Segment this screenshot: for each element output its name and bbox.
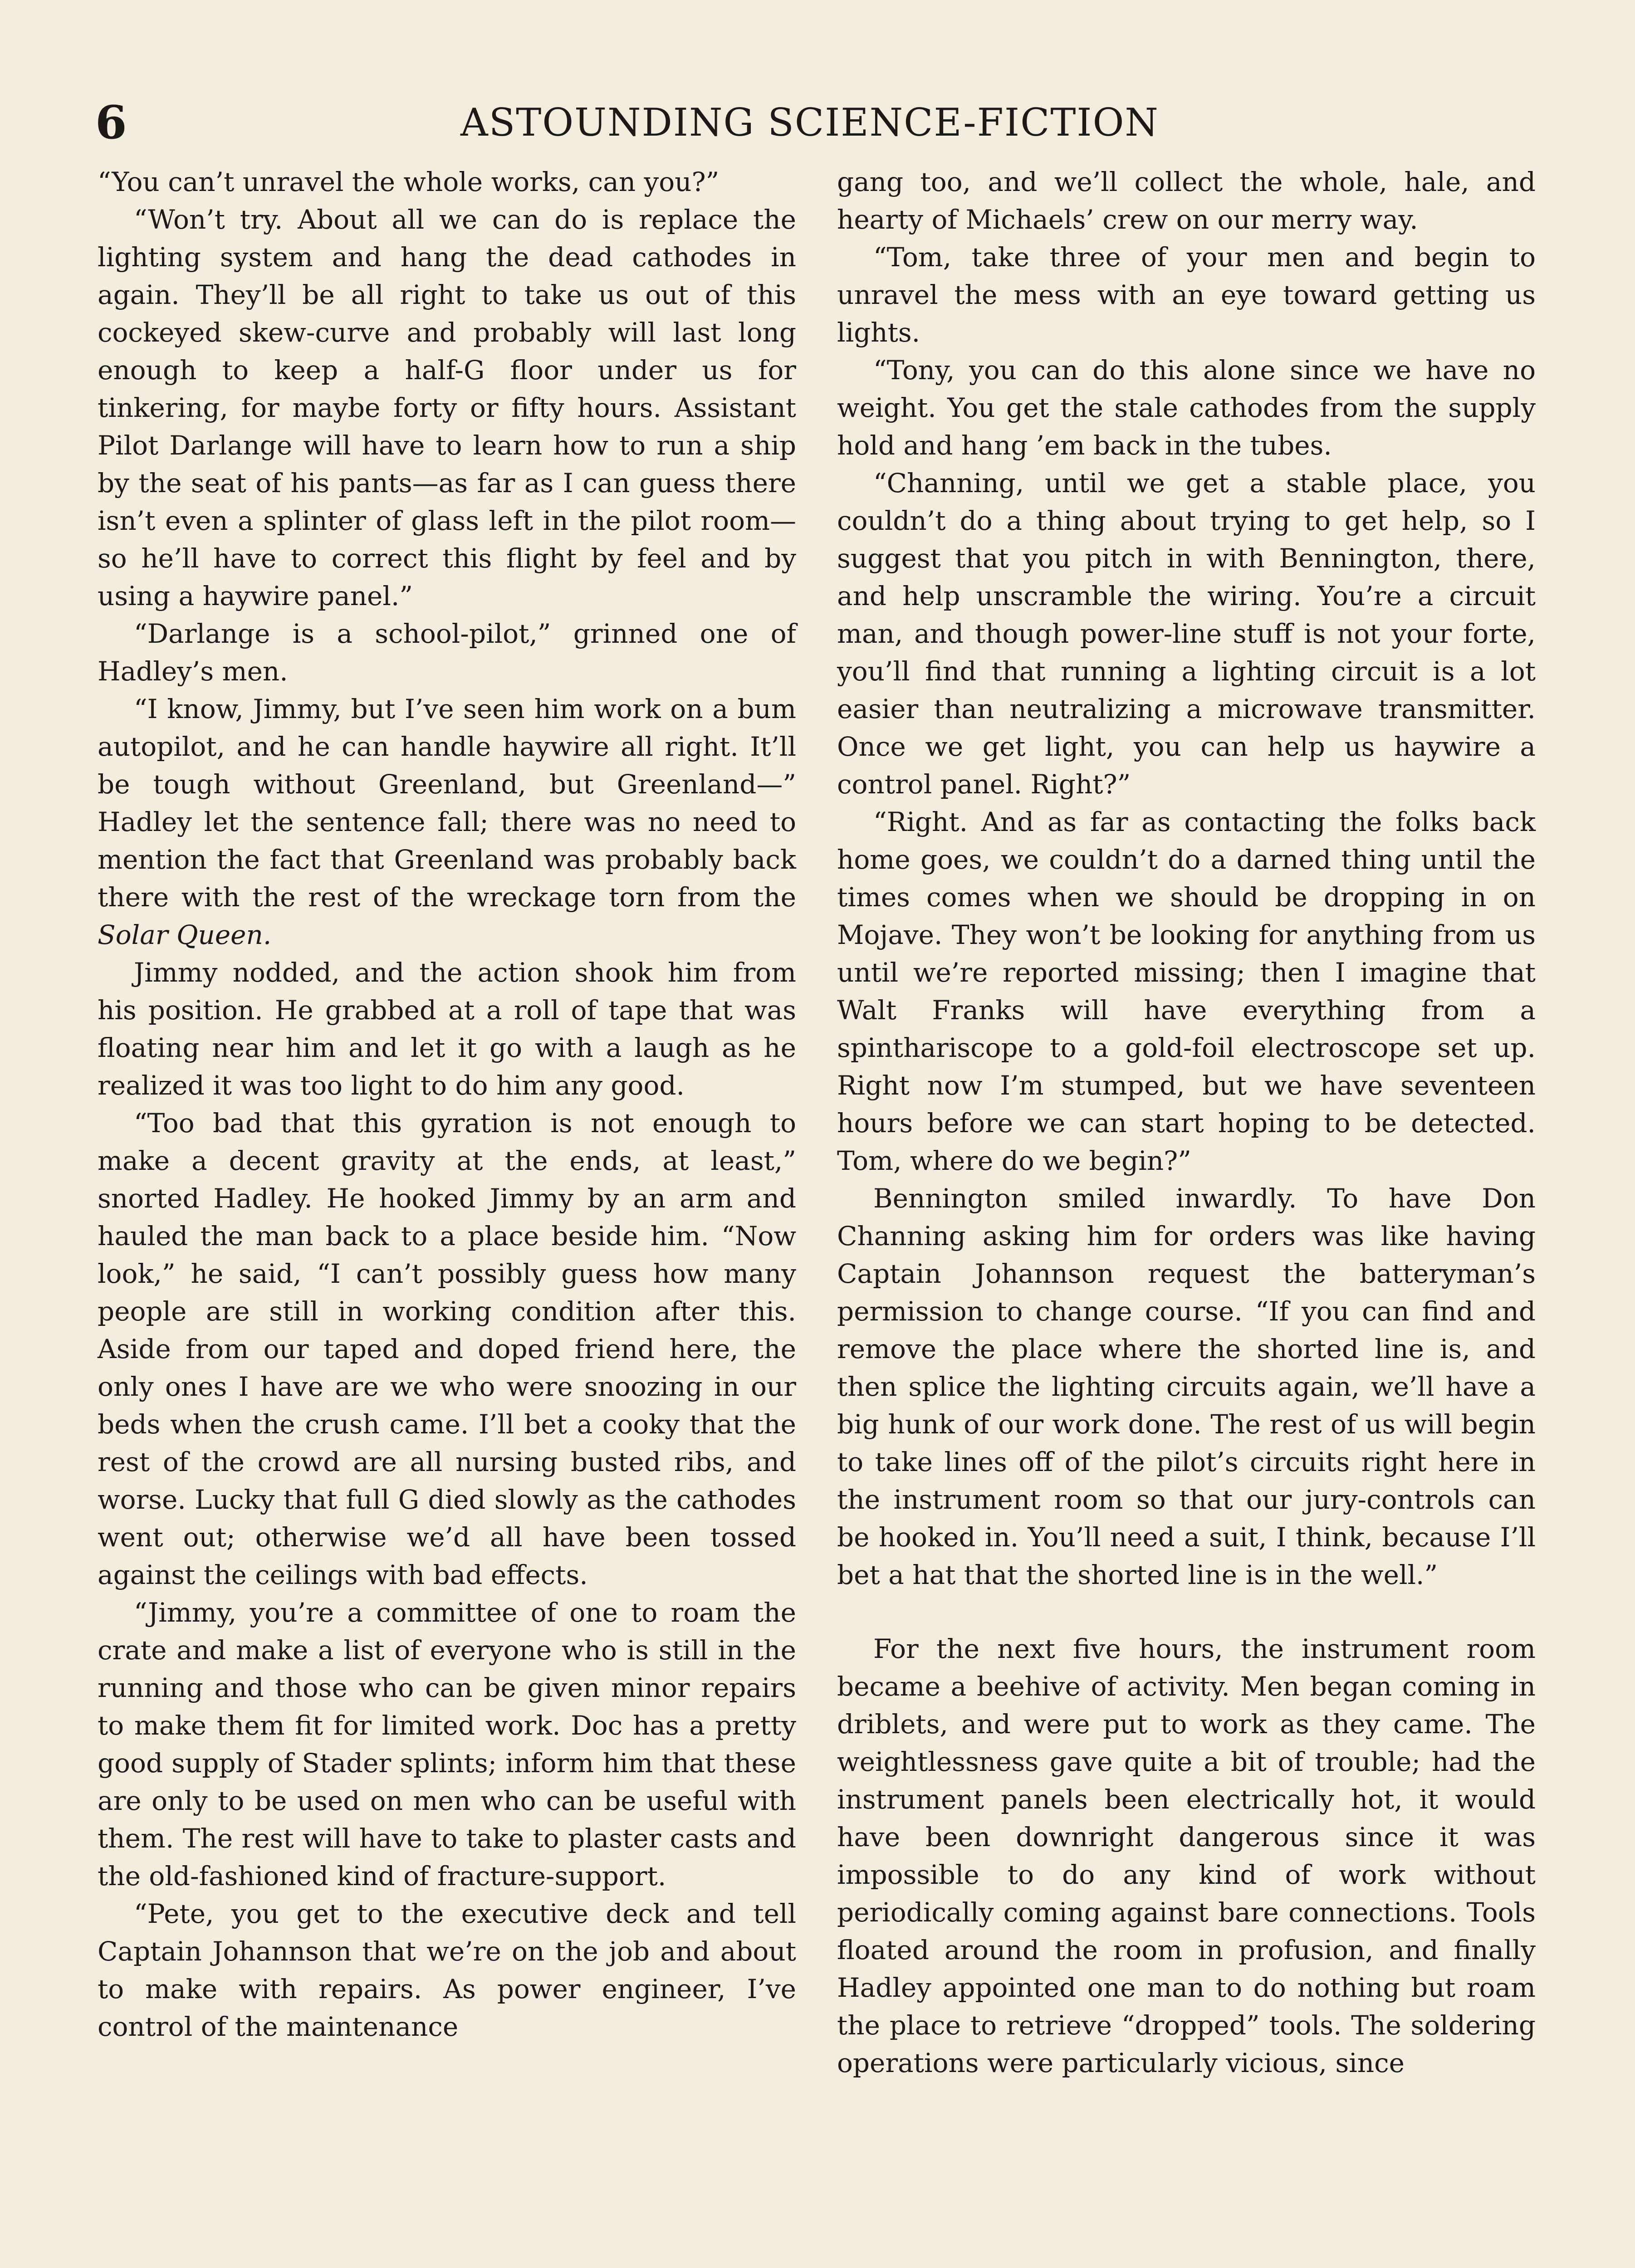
left-text-column	[98, 163, 796, 2046]
page-number: 6	[95, 96, 127, 149]
paragraph: “Jimmy, you’re a committee of one to roam the crate and make a list of everyone who is still in the running and those who can be given minor repairs to make them fit for limited work. Doc has a pretty good supply of Stader splints; inform him that these are only to be used on men who can be useful with them. The rest will have to take to plaster casts and the old-fashioned kind of fracture-support.	[98, 1597, 796, 1892]
running-title: ASTOUNDING SCIENCE-FICTION	[460, 100, 1159, 145]
paragraph-text: “I know, Jimmy, but I’ve seen him work on a bum autopilot, and he can handle haywire all right. It’ll be tough without Greenland, but Greenland—” Hadley let the sentence fall; there was no need to mention the fact that Greenland was probably back there with the rest of the wreckage torn from the	[98, 694, 796, 913]
page-header	[95, 91, 1524, 154]
paragraph: “You can’t unravel the whole works, can you?”	[98, 166, 720, 197]
right-text-column	[837, 163, 1536, 2082]
paragraph: gang too, and we’ll collect the whole, hale, and hearty of Michaels’ crew on our merry way.	[837, 166, 1536, 235]
paragraph	[98, 690, 796, 954]
paragraph: “Right. And as far as contacting the folks back home goes, we couldn’t do a darned thing until the times comes when we should be dropping in on Mojave. They won’t be looking for anything from us until we’re reported missing; then I imagine that Walt Franks will have everything from a spinthariscope to a gold-foil electroscope set up. Right now I’m stumped, but we have seventeen hours before we can start hoping to be detected. Tom, where do we begin?”	[837, 807, 1536, 1176]
section-break-paragraph: For the next five hours, the instrument room became a beehive of activity. Men began coming in driblets, and were put to work as they came. The weightlessness gave quite a bit of trouble; had the instrument panels been electrically hot, it would have been downright dangerous since it was impossible to do any kind of work without periodically coming against bare connections. Tools floated around the room in profusion, and finally Hadley appointed one man to do nothing but roam the place to retrieve “dropped” tools. The soldering operations were particularly vicious, since	[837, 1633, 1536, 2078]
paragraph: Jimmy nodded, and the action shook him from his position. He grabbed at a roll of tape that was floating near him and let it go with a laugh as he realized it was too light to do him any good.	[98, 957, 796, 1101]
paragraph: “Won’t try. About all we can do is replace the lighting system and hang the dead cathodes in again. They’ll be all right to take us out of this cockeyed skew-curve and probably will last long enough to keep a half-G floor under us for tinkering, for maybe forty or fifty hours. Assistant Pilot Darlange will have to learn how to run a ship by the seat of his pants—as far as I can guess there isn’t even a splinter of glass left in the pilot room—so he’ll have to correct this flight by feel and by using a haywire panel.”	[98, 204, 796, 611]
paragraph: “Too bad that this gyration is not enough to make a decent gravity at the ends, at least,” snorted Hadley. He hooked Jimmy by an arm and hauled the man back to a place beside him. “Now look,” he said, “I can’t possibly guess how many people are still in working condition after this. Aside from our taped and doped friend here, the only ones I have are we who were snoozing in our beds when the crush came. I’ll bet a cooky that the rest of the crowd are all nursing busted ribs, and worse. Lucky that full G died slowly as the cathodes went out; otherwise we’d all have been tossed against the ceilings with bad effects.	[98, 1108, 796, 1590]
paragraph: “Channing, until we get a stable place, you couldn’t do a thing about trying to get help, so I suggest that you pitch in with Bennington, there, and help unscramble the wiring. You’re a circuit man, and though power-line stuff is not your forte, you’ll find that running a lighting circuit is a lot easier than neutralizing a microwave transmitter. Once we get light, you can help us haywire a control panel. Right?”	[837, 468, 1536, 800]
paragraph: “Tom, take three of your men and begin to unravel the mess with an eye toward getting us lights.	[837, 242, 1536, 348]
paragraph: “Darlange is a school-pilot,” grinned one of Hadley’s men.	[98, 618, 796, 687]
paragraph: “Tony, you can do this alone since we have no weight. You get the stale cathodes from the supply hold and hang ’em back in the tubes.	[837, 355, 1536, 461]
paragraph: Bennington smiled inwardly. To have Don Channing asking him for orders was like having Captain Johannson request the batteryman’s permission to change course. “If you can find and remove the place where the shorted line is, and then splice the lighting circuits again, we’ll have a big hunk of our work done. The rest of us will begin to take lines off of the pilot’s circuits right here in the instrument room so that our jury-controls can be hooked in. You’ll need a suit, I think, because I’ll bet a hat that the shorted line is in the well.”	[837, 1183, 1536, 1590]
paragraph: “Pete, you get to the executive deck and tell Captain Johannson that we’re on the job and about to make with repairs. As power engineer, I’ve control of the maintenance	[98, 1898, 796, 2042]
ship-name: Solar Queen.	[98, 919, 272, 950]
